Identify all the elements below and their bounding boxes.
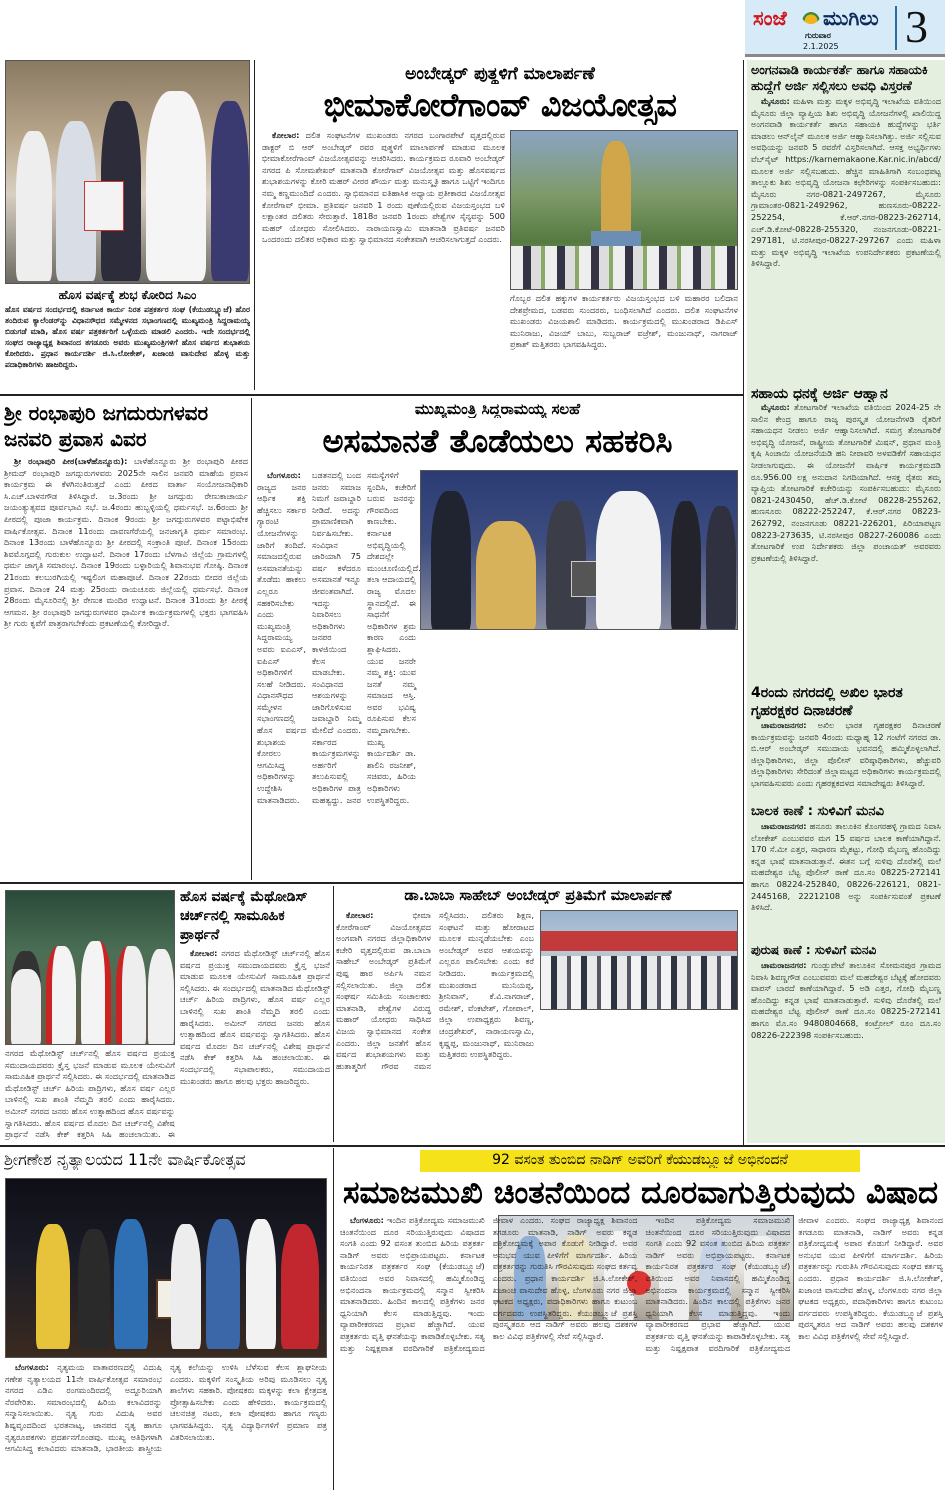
section-rule <box>0 394 743 396</box>
rambhapuri-body <box>4 456 248 880</box>
column-rule <box>254 60 255 390</box>
column-rule <box>251 398 252 880</box>
column-rule <box>333 886 334 1142</box>
cm-calendar-caption: ಹೊಸ ವರ್ಷದ ಸಂದರ್ಭದಲ್ಲಿ ಕರ್ನಾಟಕ ಕಾರ್ಯ ನಿರತ ಪತ್ರಕರ್ತರ ಸಂಘ (ಕೆಯುಡಬ್ಲ್ಯೂಜೆ) ಹೊರ ತಂದಿರುವ ಕ್ಯಾಲೆಂಡರ್‌ನ್ನು ವಿಧಾನಸೌಧದ ಸಮ್ಮೇಳನದ ಸಭಾಂಗಣದಲ್ಲಿ ಮುಖ್ಯಮಂತ್ರಿ ಸಿದ್ದರಾಮಯ್ಯ ಬಿಡುಗಡೆ ಮಾಡಿ, ಹೊಸ ವರ್ಷ ಪತ್ರಕರ್ತರಿಗೆ ಒಳ್ಳೆಯದು ಮಾಡಲಿ ಎಂದರು. ಇದೇ ಸಂದರ್ಭದಲ್ಲಿ ಸಂಘದ ರಾಜ್ಯಾಧ್ಯಕ್ಷ ಶಿವಾನಂದ ತಗಡೂರು ಅವರು ಮುಖ್ಯಮಂತ್ರಿಗಳಿಗೆ ಹೊಸ ವರ್ಷದ ಶುಭಾಶಯ ಕೋರಿದರು. ಪ್ರಧಾನ ಕಾರ್ಯದರ್ಶಿ ಜಿ.ಸಿ.ಲೋಕೇಶ್, ಖಜಾಂಚಿ ವಾಸುದೇವ ಹೊಳ್ಳ ಮತ್ತು ಪದಾಧಿಕಾರಿಗಳು ಹಾಜರಿದ್ದರು. <box>5 305 250 369</box>
article-text: ಭೀಮಾ ಕೋರೆಗಾಂವ್ ವಿಜಯೋತ್ಸವದ ಅಂಗವಾಗಿ ನಗರದ ಜಿಲ್ಲಾಧಿಕಾರಿಗಳ ಕಚೇರಿ ವೃತ್ತದಲ್ಲಿರುವ ಡಾ.ಬಾಬಾ ಸಾಹೇಬ್ ಅಂಬೇಡ್ಕರ್ ಪ್ರತಿಮೆಗೆ ಪುಷ್ಪ ಹಾರ ಅರ್ಪಿಸಿ ನಮನ ಸಲ್ಲಿಸಲಾಯಿತು. ಜಿಲ್ಲಾ ದಲಿತ ಸಂಘರ್ಷ ಸಮಿತಿಯ ಸಂಚಾಲಕರು ಮಾತನಾಡಿ, ಪೇಶ್ವೆಗಳ ವಿರುದ್ಧ ಮಹಾರ್ ಯೋಧರು ಸಾಧಿಸಿದ ವಿಜಯ ಸ್ವಾಭಿಮಾನದ ಸಂಕೇತ ಎಂದರು. ಜಿಲ್ಲಾ ಜನತೆಗೆ ಹೊಸ ವರ್ಷದ ಶುಭಾಶಯಗಳು ಮತ್ತು ಹುತಾತ್ಮರಿಗೆ ಗೌರವ ನಮನ ಸಲ್ಲಿಸಿದರು. ದಲಿತರು ಶಿಕ್ಷಣ, ಸಂಘಟನೆ ಮತ್ತು ಹೋರಾಟದ ಮೂಲಕ ಮುನ್ನಡೆಯಬೇಕು ಎಂಬ ಅಂಬೇಡ್ಕರ್ ಅವರ ಆಶಯವನ್ನು ಎಲ್ಲರೂ ಪಾಲಿಸಬೇಕು ಎಂದು ಕರೆ ನೀಡಿದರು. ಕಾರ್ಯಕ್ರಮದಲ್ಲಿ ಮುಖಂಡರಾದ ಮುನಿಯಪ್ಪ, ಶ್ರೀನಿವಾಸ್, ಕೆ.ವಿ.ನಾಗರಾಜ್, ರಮೇಶ್, ವೆಂಕಟೇಶ್, ಗೋಪಾಲ್, ಜಿಲ್ಲಾ ಉಪಾಧ್ಯಕ್ಷರು ಶಿವಣ್ಣ, ಚಂದ್ರಶೇಖರ್, ನಾರಾಯಣಸ್ವಾಮಿ, ಕೃಷ್ಣಪ್ಪ, ಮಂಜುನಾಥ್, ಮುನಿರಾಜು ಮತ್ತಿತರರು ಉಪಸ್ಥಿತರಿದ್ದರು. <box>336 910 534 1071</box>
home-guards-body <box>751 720 941 802</box>
dateline: ಮೈಸೂರು: <box>761 96 790 106</box>
dance-anniversary-photo <box>5 1178 327 1358</box>
missing-man-headline: ಪುರುಷ ಕಾಣೆ : ಸುಳಿವಿಗೆ ಮನವಿ <box>751 943 877 957</box>
ganesha-dance-headline: ಶ್ರೀಗಣೇಶ ನೃತ್ಯಾಲಯದ 11ನೇ ವಾರ್ಷಿಕೋತ್ಸವ <box>4 1150 246 1169</box>
missing-man-body <box>751 960 941 1080</box>
right-sidebar <box>747 60 945 1143</box>
ambedkar-statue-headline: ಡಾ.ಬಾಬಾ ಸಾಹೇಬ್ ಅಂಬೇಡ್ಕರ್ ಪ್ರತಿಮೆಗೆ ಮಾಲಾರ್ಪಣೆ <box>404 888 672 904</box>
sahaya-dhana-body <box>751 402 941 684</box>
article-text: ತೋಟಗಾರಿಕೆ ಇಲಾಖೆಯ ವತಿಯಿಂದ 2024-25 ನೇ ಸಾಲಿನ ಕೇಂದ್ರ ಹಾಗೂ ರಾಜ್ಯ ಪುರಸ್ಕೃತ ಯೋಜನೆಗಳಡಿ ರೈತರಿಗೆ ಸಹಾಯಧನ ನೀಡಲು ಅರ್ಜಿ ಆಹ್ವಾನಿಸಲಾಗಿದೆ. ಸಮಗ್ರ ತೋಟಗಾರಿಕೆ ಅಭಿವೃದ್ಧಿ ಯೋಜನೆ, ರಾಷ್ಟ್ರೀಯ ತೋಟಗಾರಿಕೆ ಮಿಷನ್, ಪ್ರಧಾನ ಮಂತ್ರಿ ಕೃಷಿ ಸಿಂಚಾಯಿ ಯೋಜನೆಯಡಿ ಹನಿ ನೀರಾವರಿ ಅಳವಡಿಕೆಗೆ ಸಹಾಯಧನ ನೀಡಲಾಗುವುದು. ಈ ಯೋಜನೆಗೆ ವಾರ್ಷಿಕ ಕಾರ್ಯಕ್ರಮದಡಿ ರೂ.956.00 ಲಕ್ಷ ಅನುದಾನ ನಿಗದಿಯಾಗಿದೆ. ಆಸಕ್ತ ರೈತರು ತಮ್ಮ ವ್ಯಾಪ್ತಿಯ ತೋಟಗಾರಿಕೆ ಕಚೇರಿಯನ್ನು ಸಂಪರ್ಕಿಸಬಹುದು: ಮೈಸೂರು 0821-2430450, ಹೆಚ್.ಡಿ.ಕೋಟೆ 08228-255262, ಹುಣಸೂರು 08222-252247, ಕೆ.ಆರ್.ನಗರ 08223-262792, ನಂಜನಗೂಡು 08221-226201, ಪಿರಿಯಾಪಟ್ಟಣ 08223-273635, ಟಿ.ನರಸೀಪುರ 08227-260086 ಎಂದು ತೋಟಗಾರಿಕೆ ಉಪ ನಿರ್ದೇಶಕರು ಜಿಲ್ಲಾ ಪಂಚಾಯತ್ ಅವರವರು ಪ್ರಕಟಣೆಯಲ್ಲಿ ತಿಳಿಸಿದ್ದಾರೆ. <box>751 402 941 563</box>
column-rule <box>333 1148 334 1490</box>
masthead-divider <box>895 6 897 50</box>
article-text: ಗುಂಡ್ಲುಪೇಟೆ ತಾಲೂಕಿನ ಸೋಮನಪುರ ಗ್ರಾಮದ ನಿವಾಸಿ ಶಿವಣ್ಣಗೌಡ ಎಂಬುವವರು ಮಲೆ ಮಹದೇಶ್ವರ ಬೆಟ್ಟಕ್ಕೆ ಹೋದವರು ವಾಪಸ್ ಬಾರದೆ ಕಾಣೆಯಾಗಿದ್ದಾರೆ. 5 ಅಡಿ ಎತ್ತರ, ಗೋಧಿ ಮೈಬಣ್ಣ ಹೊಂದಿದ್ದು ಕನ್ನಡ ಭಾಷೆ ಮಾತನಾಡುತ್ತಾರೆ. ಸುಳಿವು ದೊರೆತಲ್ಲಿ ಮಲೆ ಮಹದೇಶ್ವರ ಬೆಟ್ಟ ಪೊಲೀಸ್ ಠಾಣೆ ದೂ.ಸಂ 08225-272141 ಹಾಗೂ ಮೊ.ಸಂ 9480804668, ಕಂಟ್ರೋಲ್ ರೂಂ ದೂ.ಸಂ 08226-222398 ಸಂಪರ್ಕಿಸಬಹುದು. <box>751 960 941 1040</box>
article-text: ಹನೂರು ತಾಲೂಕಿನ ಕೊಂಗರಹಳ್ಳಿ ಗ್ರಾಮದ ನಿವಾಸಿ ಲೋಕೇಶ್ ಎಂಬುವವರ ಮಗ 15 ವರ್ಷದ ಬಾಲಕ ಕಾಣೆಯಾಗಿದ್ದಾನೆ. 170 ಸೆ.ಮೀ ಎತ್ತರ, ಸಾಧಾರಣ ಮೈಕಟ್ಟು, ಗೋಧಿ ಮೈಬಣ್ಣ ಹೊಂದಿದ್ದು ಕನ್ನಡ ಭಾಷೆ ಮಾತನಾಡುತ್ತಾನೆ. ಈತನ ಬಗ್ಗೆ ಸುಳಿವು ದೊರೆತಲ್ಲಿ ಮಲೆ ಮಹದೇಶ್ವರ ಬೆಟ್ಟ ಪೊಲೀಸ್ ಠಾಣೆ ದೂ.ಸಂ 08225-272141 ಹಾಗೂ 08224-252840, 08226-226121, 0821-2445168, 22212108 ಅನ್ನು ಸಂಪರ್ಕಿಸುವಂತೆ ಪ್ರಕಟಣೆ ತಿಳಿಸಿದೆ. <box>751 821 941 913</box>
dateline: ಬೆಂಗಳೂರು: <box>350 1215 384 1225</box>
cm-advice-body <box>257 470 738 880</box>
photo-spacer <box>534 910 738 1014</box>
nadig-body <box>340 1215 943 1490</box>
ambedkar-statue-photo <box>510 130 738 290</box>
page-number: 3 <box>905 1 928 52</box>
nadig-headline: ಸಮಾಜಮುಖಿ ಚಿಂತನೆಯಿಂದ ದೂರವಾಗುತ್ತಿರುವುದು ವಿಷಾದ <box>342 1175 939 1211</box>
section-rule <box>0 1145 945 1147</box>
missing-boy-body <box>751 821 941 941</box>
article-text: ಬಾಳೆಹೊನ್ನೂರು ಶ್ರೀ ರಂಭಾಪುರಿ ಪೀಠದ ಶ್ರೀಮದ್ ರಂಭಾಪುರಿ ಜಗದ್ಗುರುಗಳವರು 2025ನೇ ಸಾಲಿನ ಜನವರಿ ಮಾಹೆಯ ಪ್ರವಾಸ ಕಾರ್ಯಕ್ರಮ ಈ ಕೆಳಗಿನಂತಿರುತ್ತದೆ ಎಂದು ಪೀಠದ ವಾರ್ತಾ ಸಂಯೋಜನಾಧಿಕಾರಿ ಸಿ.ಎಚ್.ಬಾಳನಗೌಡ ತಿಳಿಸಿದ್ದಾರೆ. ಜ.3ರಂದು ಶ್ರೀ ಜಗದ್ಗುರು ರೇಣುಕಾಚಾರ್ಯ ಜಯಂತ್ಯುತ್ಸವದ ಪೂರ್ವಭಾವಿ ಸಭೆ. ಜ.4ರಂದು ಹುಬ್ಬಳ್ಳಿಯಲ್ಲಿ ಧರ್ಮಸಭೆ. ಜ.6ರಂದು ಶ್ರೀ ಪೀಠದಲ್ಲಿ ಪೂಜಾ ಕಾರ್ಯಕ್ರಮ. ದಿನಾಂಕ 9ರಂದು ಶ್ರೀ ಜಗದ್ಗುರುಗಳವರ ಪಟ್ಟಾಭಿಷೇಕ ವಾರ್ಷಿಕೋತ್ಸವ. ದಿನಾಂಕ 11ರಂದು ದಾವಣಗೆರೆಯಲ್ಲಿ ಜನಜಾಗೃತಿ ಧರ್ಮ ಸಮಾರಂಭ. ದಿನಾಂಕ 13ರಂದು ಬಾಳೆಹೊನ್ನೂರು ಶ್ರೀ ಪೀಠದಲ್ಲಿ ಸಂಕ್ರಾಂತಿ ಪೂಜೆ. ದಿನಾಂಕ 15ರಂದು ಶಿವಮೊಗ್ಗದಲ್ಲಿ ಗುರುಕುಲ ಉದ್ಘಾಟನೆ. ದಿನಾಂಕ 17ರಂದು ಬೆಳಗಾವಿ ಜಿಲ್ಲೆಯ ಗ್ರಾಮಗಳಲ್ಲಿ ಧರ್ಮ ಜಾಗೃತಿ ಸಮಾರಂಭ. ದಿನಾಂಕ 19ರಂದು ಬಳ್ಳಾರಿಯಲ್ಲಿ ಶಿವಾನುಭವ ಗೋಷ್ಠಿ. ದಿನಾಂಕ 21ರಂದು ಕಲಬುರಗಿಯಲ್ಲಿ ಇಷ್ಟಲಿಂಗ ಮಹಾಪೂಜೆ. ದಿನಾಂಕ 22ರಂದು ಬೀದರ ಜಿಲ್ಲೆಯ ಪ್ರವಾಸ. ದಿನಾಂಕ 24 ಮತ್ತು 25ರಂದು ರಾಯಚೂರು ಜಿಲ್ಲೆಯಲ್ಲಿ ಧರ್ಮಸಭೆ. ದಿನಾಂಕ 28ರಂದು ಮೈಸೂರಿನಲ್ಲಿ ಶ್ರೀ ರೇಣುಕ ಮಂದಿರ ಉದ್ಘಾಟನೆ. ದಿನಾಂಕ 31ರಂದು ಶ್ರೀ ಪೀಠಕ್ಕೆ ಆಗಮನ. ಶ್ರೀ ರಂಭಾಪುರಿ ಜಗದ್ಗುರುಗಳವರ ಧಾರ್ಮಿಕ ಕಾರ್ಯಕ್ರಮಗಳಲ್ಲಿ ಭಕ್ತರು ಭಾಗವಹಿಸಿ ಶ್ರೀ ಗುರು ಕೃಪೆಗೆ ಪಾತ್ರರಾಗಬೇಕೆಂದು ಪ್ರಕಟಣೆಯಲ್ಲಿ ಕೋರಿದ್ದಾರೆ. <box>4 456 248 629</box>
section-rule <box>0 882 743 884</box>
article-text: ನಗರದ ಮೆಥೋಡಿಸ್ಟ್ ಚರ್ಚ್‌ನಲ್ಲಿ ಹೊಸ ವರ್ಷದ ಪ್ರಯುಕ್ತ ಸಮುದಾಯದವರು ಕ್ರೈಸ್ತ ಭಜನೆ ಮಾಡುವ ಮೂಲಕ ಯೇಸುವಿಗೆ ಸಾಮೂಹಿಕ ಪ್ರಾರ್ಥನೆ ಸಲ್ಲಿಸಿದರು. ಈ ಸಂದರ್ಭದಲ್ಲಿ ಮಾತನಾಡಿದ ಮೆಥೋಡಿಸ್ಟ್ ಚರ್ಚ್ ಹಿರಿಯ ಪಾದ್ರಿಗಳು, ಹೊಸ ವರ್ಷ ಎಲ್ಲರ ಬಾಳಿನಲ್ಲಿ ಸುಖ ಶಾಂತಿ ನೆಮ್ಮದಿ ತರಲಿ ಎಂದು ಹಾರೈಸಿದರು. ಅಮೀನ್ ನಗರದ ಜನರು ಹೊಸ ಉತ್ಸಾಹದಿಂದ ಹೊಸ ವರ್ಷವನ್ನು ಸ್ವಾಗತಿಸಿದರು. ಹೊಸ ವರ್ಷದ ಮೊದಲ ದಿನ ಚರ್ಚ್‌ನಲ್ಲಿ ವಿಶೇಷ ಪ್ರಾರ್ಥನೆ ನಡೆಸಿ ಕೇಕ್ ಕತ್ತರಿಸಿ ಸಿಹಿ ಹಂಚಲಾಯಿತು. ಈ ಸಂದರ್ಭದಲ್ಲಿ ಸಭಾಪಾಲಕರು, ಸಮುದಾಯದ ಮುಖಂಡರು ಹಾಗೂ ಹಲವು ಭಕ್ತರು ಹಾಜರಿದ್ದರು. <box>180 948 330 1086</box>
nadig-kicker: 92 ವಸಂತ ತುಂಬಿದ ನಾಡಿಗ್ ಅವರಿಗೆ ಕೆಯುಡಬ್ಲ್ಯೂಜೆ ಅಭಿನಂದನೆ <box>492 1152 788 1168</box>
brand-right: ಮುಗಿಲು <box>823 6 879 30</box>
bhima-koregaon-kicker: ಅಂಬೇಡ್ಕರ್ ಪುತ್ಥಳಿಗೆ ಮಾಲಾರ್ಪಣೆ <box>405 64 595 84</box>
bhima-koregaon-headline: ಭೀಮಾಕೋರೆಗಾಂವ್ ವಿಜಯೋತ್ಸವ <box>323 86 677 124</box>
sahaya-dhana-headline: ಸಹಾಯ ಧನಕ್ಕೆ ಅರ್ಜಿ ಆಹ್ವಾನ <box>751 386 888 402</box>
dateline: ಶ್ರೀ ರಂಭಾಪುರಿ ಪೀಠ(ಬಾಳೆಹೊನ್ನೂರು): <box>14 456 128 466</box>
dateline: ಕೋಲಾರ: <box>272 130 300 140</box>
bhima-koregaon-body <box>262 130 505 388</box>
missing-boy-headline: ಬಾಲಕ ಕಾಣೆ : ಸುಳಿವಿಗೆ ಮನವಿ <box>751 804 884 819</box>
rambhapuri-headline: ಶ್ರೀ ರಂಭಾಪುರಿ ಜಗದುರುಗಳವರ ಜನವರಿ ಪ್ರವಾಸ ವಿವರ <box>4 401 209 451</box>
dateline: ಕೋಲಾರ: <box>346 910 374 920</box>
issue-date: 2.1.2025 <box>803 42 839 51</box>
cm-calendar-photo <box>5 60 250 284</box>
cm-advice-kicker: ಮುಖ್ಯಮಂತ್ರಿ ಸಿದ್ದರಾಮಯ್ಯ ಸಲಹೆ <box>414 400 581 418</box>
dateline: ಮೈಸೂರು: <box>761 402 790 412</box>
brand-left: ಸಂಜೆ <box>753 6 787 30</box>
column-rule <box>743 60 744 1145</box>
home-guards-headline: 4ರಂದು ನಗರದಲ್ಲಿ ಅಖಿಲ ಭಾರತ ಗೃಹರಕ್ಷಕರ ದಿನಾಚರಣೆ <box>751 685 903 719</box>
ambedkar-statue-body <box>336 910 738 1142</box>
article-text: ರಾಜ್ಯದ ಜನರ ಆರ್ಥಿಕ ಶಕ್ತಿ ಹೆಚ್ಚಿಸಲು ಸರ್ಕಾರ ಗ್ಯಾರಂಟಿ ಯೋಜನೆಗಳನ್ನು ಜಾರಿಗೆ ತಂದಿದೆ. ಸಮಾಜದಲ್ಲಿರುವ ಅಸಮಾನತೆಯನ್ನು ತೊಡೆದು ಹಾಕಲು ಎಲ್ಲರೂ ಸಹಕರಿಸಬೇಕು ಎಂದು ಮುಖ್ಯಮಂತ್ರಿ ಸಿದ್ದರಾಮಯ್ಯ ಅವರು ಐಎಎಸ್, ಐಪಿಎಸ್ ಅಧಿಕಾರಿಗಳಿಗೆ ಸಲಹೆ ನೀಡಿದರು. ವಿಧಾನಸೌಧದ ಸಮ್ಮೇಳನ ಸಭಾಂಗಣದಲ್ಲಿ ಹೊಸ ವರ್ಷದ ಶುಭಾಶಯ ಕೋರಲು ಆಗಮಿಸಿದ್ದ ಅಧಿಕಾರಿಗಳನ್ನು ಉದ್ದೇಶಿಸಿ ಮಾತನಾಡಿದರು. ಬಡತನದಲ್ಲಿ ಬಂದ ಜನರು ಸಮಾಜ ನಿಮಗೆ ಜವಾಬ್ದಾರಿ ನೀಡಿದೆ. ಅದನ್ನು ಪ್ರಾಮಾಣಿಕವಾಗಿ ನಿರ್ವಹಿಸಬೇಕು. ಸಂವಿಧಾನ ಜಾರಿಯಾಗಿ 75 ವರ್ಷ ಕಳೆದರೂ ಅಸಮಾನತೆ ಇನ್ನೂ ಜೀವಂತವಾಗಿದೆ. ಇದನ್ನು ನಿವಾರಿಸಲು ಅಧಿಕಾರಿಗಳು ಜನಪರ ಕಾಳಜಿಯಿಂದ ಕೆಲಸ ಮಾಡಬೇಕು. ಸಂವಿಧಾನದ ಆಶಯಗಳನ್ನು ಜಾರಿಗೊಳಿಸುವ ಜವಾಬ್ದಾರಿ ನಿಮ್ಮ ಮೇಲಿದೆ ಎಂದರು. ಸರ್ಕಾರದ ಕಾರ್ಯಕ್ರಮಗಳನ್ನು ಅರ್ಹರಿಗೆ ತಲುಪಿಸುವಲ್ಲಿ ಅಧಿಕಾರಿಗಳ ಪಾತ್ರ ಮಹತ್ವದ್ದು. ಜನರ ಸಮಸ್ಯೆಗಳಿಗೆ ಸ್ಪಂದಿಸಿ, ಕಚೇರಿಗೆ ಬರುವ ಜನರನ್ನು ಗೌರವದಿಂದ ಕಾಣಬೇಕು. ಕರ್ನಾಟಕ ಅಭಿವೃದ್ಧಿಯಲ್ಲಿ ದೇಶದಲ್ಲೇ ಮುಂಚೂಣಿಯಲ್ಲಿದೆ. ತಲಾ ಆದಾಯದಲ್ಲಿ ರಾಜ್ಯ ಮೊದಲ ಸ್ಥಾನದಲ್ಲಿದೆ. ಈ ಸಾಧನೆಗೆ ಅಧಿಕಾರಿಗಳ ಶ್ರಮ ಕಾರಣ ಎಂದು ಶ್ಲಾಘಿಸಿದರು. ಯುವ ಜನರೇ ನಮ್ಮ ಶಕ್ತಿ: ಯುವ ಜನತೆ ನಮ್ಮ ಸಮಾಜದ ಆಸ್ತಿ. ಅವರ ಭವಿಷ್ಯ ರೂಪಿಸುವ ಕೆಲಸ ನಮ್ಮದಾಗಬೇಕು. ಮುಖ್ಯ ಕಾರ್ಯದರ್ಶಿ ಡಾ. ಶಾಲಿನಿ ರಜನೀಶ್, ಸಚಿವರು, ಹಿರಿಯ ಅಧಿಕಾರಿಗಳು ಉಪಸ್ಥಿತರಿದ್ದರು. <box>257 470 421 805</box>
masthead <box>745 0 945 57</box>
dateline: ಚಾಮರಾಜನಗರ: <box>761 720 807 730</box>
article-text-continued: ಇಂದಿನ ಪತ್ರಿಕೋದ್ಯಮ ಸಮಾಜಮುಖಿ ಚಿಂತನೆಯಿಂದ ದೂರ ಸರಿಯುತ್ತಿರುವುದು ವಿಷಾದದ ಸಂಗತಿ ಎಂದು 92 ವಸಂತ ತುಂಬಿದ ಹಿರಿಯ ಪತ್ರಕರ್ತ ನಾಡಿಗ್ ಅವರು ಅಭಿಪ್ರಾಯಪಟ್ಟರು. ಕರ್ನಾಟಕ ಕಾರ್ಯನಿರತ ಪತ್ರಕರ್ತರ ಸಂಘ (ಕೆಯುಡಬ್ಲ್ಯೂಜೆ) ವತಿಯಿಂದ ಅವರ ನಿವಾಸದಲ್ಲಿ ಹಮ್ಮಿಕೊಂಡಿದ್ದ ಅಭಿನಂದನಾ ಕಾರ್ಯಕ್ರಮದಲ್ಲಿ ಸನ್ಮಾನ ಸ್ವೀಕರಿಸಿ ಮಾತನಾಡಿದರು. ಹಿಂದಿನ ಕಾಲದಲ್ಲಿ ಪತ್ರಿಕೆಗಳು ಜನರ ಧ್ವನಿಯಾಗಿ ಕೆಲಸ ಮಾಡುತ್ತಿದ್ದವು. ಇಂದು ವ್ಯಾಪಾರೀಕರಣದ ಪ್ರಭಾವ ಹೆಚ್ಚಾಗಿದೆ. ಯುವ ಪತ್ರಕರ್ತರು ವೃತ್ತಿ ಘನತೆಯನ್ನು ಕಾಪಾಡಿಕೊಳ್ಳಬೇಕು. ಸತ್ಯ ಮತ್ತು ನಿಷ್ಪಕ್ಷಪಾತ ವರದಿಗಾರಿಕೆ ಪತ್ರಿಕೋದ್ಯಮದ ಜೀವಾಳ ಎಂದರು. ಸಂಘದ ರಾಜ್ಯಾಧ್ಯಕ್ಷ ಶಿವಾನಂದ ತಗಡೂರು ಮಾತನಾಡಿ, ನಾಡಿಗ್ ಅವರು ಕನ್ನಡ ಪತ್ರಿಕೋದ್ಯಮಕ್ಕೆ ಅಪಾರ ಕೊಡುಗೆ ನೀಡಿದ್ದಾರೆ. ಅವರ ಅನುಭವ ಯುವ ಪೀಳಿಗೆಗೆ ಮಾರ್ಗದರ್ಶಿ. ಹಿರಿಯ ಪತ್ರಕರ್ತರನ್ನು ಗುರುತಿಸಿ ಗೌರವಿಸುವುದು ಸಂಘದ ಕರ್ತವ್ಯ ಎಂದರು. ಪ್ರಧಾನ ಕಾರ್ಯದರ್ಶಿ ಜಿ.ಸಿ.ಲೋಕೇಶ್, ಖಜಾಂಚಿ ವಾಸುದೇವ ಹೊಳ್ಳ, ಬೆಂಗಳೂರು ನಗರ ಜಿಲ್ಲಾ ಘಟಕದ ಅಧ್ಯಕ್ಷರು, ಪದಾಧಿಕಾರಿಗಳು ಹಾಗೂ ಕುಟುಂಬ ವರ್ಗದವರು ಉಪಸ್ಥಿತರಿದ್ದರು. ಕೆಯುಡಬ್ಲ್ಯೂಜೆ ಪ್ರಶಸ್ತಿ ಪುರಸ್ಕೃತರೂ ಆದ ನಾಡಿಗ್ ಅವರು ಹಲವು ದಶಕಗಳ ಕಾಲ ವಿವಿಧ ಪತ್ರಿಕೆಗಳಲ್ಲಿ ಸೇವೆ ಸಲ್ಲಿಸಿದ್ದಾರೆ. <box>645 1215 943 1353</box>
article-text: ಮಹಿಳಾ ಮತ್ತು ಮಕ್ಕಳ ಅಭಿವೃದ್ಧಿ ಇಲಾಖೆಯ ವತಿಯಿಂದ ಮೈಸೂರು ಜಿಲ್ಲಾ ವ್ಯಾಪ್ತಿಯ ಶಿಶು ಅಭಿವೃದ್ಧಿ ಯೋಜನೆಗಳಲ್ಲಿ ಖಾಲಿಯಿದ್ದ ಅಂಗನವಾಡಿ ಕಾರ್ಯಕರ್ತೆ ಹಾಗೂ ಸಹಾಯಕಿ ಹುದ್ದೆಗಳನ್ನು ಭರ್ತಿ ಮಾಡಲು ಆನ್‌ಲೈನ್ ಮೂಲಕ ಅರ್ಜಿ ಆಹ್ವಾನಿಸಲಾಗಿತ್ತು. ಅರ್ಜಿ ಸಲ್ಲಿಸುವ ಅವಧಿಯನ್ನು ಜನವರಿ 5 ರವರೆಗೆ ವಿಸ್ತರಿಸಲಾಗಿದೆ. ಆಸಕ್ತ ಅಭ್ಯರ್ಥಿಗಳು ವೆಬ್‌ಸೈಟ್ https://karnemakaone.Kar.nic.in/abcd/ ಮೂಲಕ ಅರ್ಜಿ ಸಲ್ಲಿಸಬಹುದು. ಹೆಚ್ಚಿನ ಮಾಹಿತಿಗಾಗಿ ಸಂಬಂಧಪಟ್ಟ ತಾಲ್ಲೂಕು ಶಿಶು ಅಭಿವೃದ್ಧಿ ಯೋಜನಾ ಕಛೇರಿಗಳನ್ನು ಸಂಪರ್ಕಿಸಬಹುದು: ಮೈಸೂರು ನಗರ-0821-2497267, ಮೈಸೂರು ಗ್ರಾಮಾಂತರ-0821-2492962, ಹುಣಸೂರು-08222-252254, ಕೆ.ಆರ್.ನಗರ-08223-262714, ಎಚ್.ಡಿ.ಕೋಟೆ-08228-255320, ನಂಜನಗೂಡು-08221-297181, ಟಿ.ನರಸೀಪುರ-08227-297267 ಎಂದು ಮಹಿಳಾ ಮತ್ತು ಮಕ್ಕಳ ಅಭಿವೃದ್ಧಿ ಇಲಾಖೆಯ ಉಪನಿರ್ದೇಶಕರು ಪ್ರಕಟಣೆಯಲ್ಲಿ ತಿಳಿಸಿದ್ದಾರೆ. <box>751 96 941 269</box>
anganwadi-body <box>751 96 941 384</box>
issue-day: ಗುರುವಾರ <box>805 31 831 40</box>
article-text: ನೃತ್ಯಮಯ ವಾತಾವರಣದಲ್ಲಿ ವಿದುಷಿ ಗಣೇಶ ನೃತ್ಯಾಲಯದ 11ನೇ ವಾರ್ಷಿಕೋತ್ಸವ ಸಮಾರಂಭ ನಗರದ ಎಡಿಎ ರಂಗಮಂದಿರದಲ್ಲಿ ಅದ್ದೂರಿಯಾಗಿ ನೆರವೇರಿತು. ಸಮಾರಂಭದಲ್ಲಿ ಹಿರಿಯ ಕಲಾವಿದರನ್ನು ಸನ್ಮಾನಿಸಲಾಯಿತು. ನೃತ್ಯ ಗುರು ವಿದುಷಿ ಅವರ ಶಿಷ್ಯವೃಂದದಿಂದ ಭರತನಾಟ್ಯ, ಜಾನಪದ ನೃತ್ಯ ಹಾಗೂ ನೃತ್ಯರೂಪಕಗಳು ಪ್ರದರ್ಶನಗೊಂಡವು. ಮುಖ್ಯ ಅತಿಥಿಗಳಾಗಿ ಆಗಮಿಸಿದ್ದ ಕಲಾವಿದರು ಮಾತನಾಡಿ, ಭಾರತೀಯ ಶಾಸ್ತ್ರೀಯ ನೃತ್ಯ ಕಲೆಯನ್ನು ಉಳಿಸಿ ಬೆಳೆಸುವ ಕೆಲಸ ಶ್ಲಾಘನೀಯ ಎಂದರು. ಮಕ್ಕಳಿಗೆ ಸಂಸ್ಕೃತಿಯ ಅರಿವು ಮೂಡಿಸಲು ನೃತ್ಯ ಶಾಲೆಗಳು ಸಹಕಾರಿ. ಪೋಷಕರು ಮಕ್ಕಳನ್ನು ಕಲಾ ಕ್ಷೇತ್ರದತ್ತ ಪ್ರೋತ್ಸಾಹಿಸಬೇಕು ಎಂದು ಹೇಳಿದರು. ಕಾರ್ಯಕ್ರಮದಲ್ಲಿ ಚಲನಚಿತ್ರ ನಟರು, ಕಲಾ ಪೋಷಕರು ಹಾಗೂ ಗಣ್ಯರು ಭಾಗವಹಿಸಿದ್ದರು. ನೃತ್ಯ ವಿದ್ಯಾರ್ಥಿಗಳಿಗೆ ಪ್ರಮಾಣ ಪತ್ರ ವಿತರಿಸಲಾಯಿತು. <box>5 1362 327 1454</box>
sun-island-logo-icon <box>802 8 820 24</box>
dateline: ಬೆಂಗಳೂರು: <box>15 1362 49 1372</box>
photo-spacer <box>416 470 738 634</box>
dateline: ಚಾಮರಾಜನಗರ: <box>761 960 807 970</box>
dateline: ಚಾಮರಾಜನಗರ: <box>761 821 807 831</box>
dateline: ಕೋಲಾರ: <box>190 948 218 958</box>
methodist-body <box>180 948 330 1140</box>
cm-calendar-caption-title: ಹೊಸ ವರ್ಷಕ್ಕೆ ಶುಭ ಕೋರಿದ ಸಿಎಂ <box>58 288 197 302</box>
methodist-headline: ಹೊಸ ವರ್ಷಕ್ಕೆ ಮೆಥೋಡಿಸ್ ಚರ್ಚ್‌ನಲ್ಲಿ ಸಾಮೂಹಿಕ ಪ್ರಾರ್ಥನೆ <box>180 889 308 943</box>
article-text: ಇಂದಿನ ಪತ್ರಿಕೋದ್ಯಮ ಸಮಾಜಮುಖಿ ಚಿಂತನೆಯಿಂದ ದೂರ ಸರಿಯುತ್ತಿರುವುದು ವಿಷಾದದ ಸಂಗತಿ ಎಂದು 92 ವಸಂತ ತುಂಬಿದ ಹಿರಿಯ ಪತ್ರಕರ್ತ ನಾಡಿಗ್ ಅವರು ಅಭಿಪ್ರಾಯಪಟ್ಟರು. ಕರ್ನಾಟಕ ಕಾರ್ಯನಿರತ ಪತ್ರಕರ್ತರ ಸಂಘ (ಕೆಯುಡಬ್ಲ್ಯೂಜೆ) ವತಿಯಿಂದ ಅವರ ನಿವಾಸದಲ್ಲಿ ಹಮ್ಮಿಕೊಂಡಿದ್ದ ಅಭಿನಂದನಾ ಕಾರ್ಯಕ್ರಮದಲ್ಲಿ ಸನ್ಮಾನ ಸ್ವೀಕರಿಸಿ ಮಾತನಾಡಿದರು. ಹಿಂದಿನ ಕಾಲದಲ್ಲಿ ಪತ್ರಿಕೆಗಳು ಜನರ ಧ್ವನಿಯಾಗಿ ಕೆಲಸ ಮಾಡುತ್ತಿದ್ದವು. ಇಂದು ವ್ಯಾಪಾರೀಕರಣದ ಪ್ರಭಾವ ಹೆಚ್ಚಾಗಿದೆ. ಯುವ ಪತ್ರಕರ್ತರು ವೃತ್ತಿ ಘನತೆಯನ್ನು ಕಾಪಾಡಿಕೊಳ್ಳಬೇಕು. ಸತ್ಯ ಮತ್ತು ನಿಷ್ಪಕ್ಷಪಾತ ವರದಿಗಾರಿಕೆ ಪತ್ರಿಕೋದ್ಯಮದ ಜೀವಾಳ ಎಂದರು. ಸಂಘದ ರಾಜ್ಯಾಧ್ಯಕ್ಷ ಶಿವಾನಂದ ತಗಡೂರು ಮಾತನಾಡಿ, ನಾಡಿಗ್ ಅವರು ಕನ್ನಡ ಪತ್ರಿಕೋದ್ಯಮಕ್ಕೆ ಅಪಾರ ಕೊಡುಗೆ ನೀಡಿದ್ದಾರೆ. ಅವರ ಅನುಭವ ಯುವ ಪೀಳಿಗೆಗೆ ಮಾರ್ಗದರ್ಶಿ. ಹಿರಿಯ ಪತ್ರಕರ್ತರನ್ನು ಗುರುತಿಸಿ ಗೌರವಿಸುವುದು ಸಂಘದ ಕರ್ತವ್ಯ ಎಂದರು. ಪ್ರಧಾನ ಕಾರ್ಯದರ್ಶಿ ಜಿ.ಸಿ.ಲೋಕೇಶ್, ಖಜಾಂಚಿ ವಾಸುದೇವ ಹೊಳ್ಳ, ಬೆಂಗಳೂರು ನಗರ ಜಿಲ್ಲಾ ಘಟಕದ ಅಧ್ಯಕ್ಷರು, ಪದಾಧಿಕಾರಿಗಳು ಹಾಗೂ ಕುಟುಂಬ ವರ್ಗದವರು ಉಪಸ್ಥಿತರಿದ್ದರು. ಕೆಯುಡಬ್ಲ್ಯೂಜೆ ಪ್ರಶಸ್ತಿ ಪುರಸ್ಕೃತರೂ ಆದ ನಾಡಿಗ್ ಅವರು ಹಲವು ದಶಕಗಳ ಕಾಲ ವಿವಿಧ ಪತ್ರಿಕೆಗಳಲ್ಲಿ ಸೇವೆ ಸಲ್ಲಿಸಿದ್ದಾರೆ. <box>340 1215 638 1353</box>
dateline: ಬೆಂಗಳೂರು: <box>267 470 301 480</box>
methodist-body-continued: ನಗರದ ಮೆಥೋಡಿಸ್ಟ್ ಚರ್ಚ್‌ನಲ್ಲಿ ಹೊಸ ವರ್ಷದ ಪ್ರಯುಕ್ತ ಸಮುದಾಯದವರು ಕ್ರೈಸ್ತ ಭಜನೆ ಮಾಡುವ ಮೂಲಕ ಯೇಸುವಿಗೆ ಸಾಮೂಹಿಕ ಪ್ರಾರ್ಥನೆ ಸಲ್ಲಿಸಿದರು. ಈ ಸಂದರ್ಭದಲ್ಲಿ ಮಾತನಾಡಿದ ಮೆಥೋಡಿಸ್ಟ್ ಚರ್ಚ್ ಹಿರಿಯ ಪಾದ್ರಿಗಳು, ಹೊಸ ವರ್ಷ ಎಲ್ಲರ ಬಾಳಿನಲ್ಲಿ ಸುಖ ಶಾಂತಿ ನೆಮ್ಮದಿ ತರಲಿ ಎಂದು ಹಾರೈಸಿದರು. ಅಮೀನ್ ನಗರದ ಜನರು ಹೊಸ ಉತ್ಸಾಹದಿಂದ ಹೊಸ ವರ್ಷವನ್ನು ಸ್ವಾಗತಿಸಿದರು. ಹೊಸ ವರ್ಷದ ಮೊದಲ ದಿನ ಚರ್ಚ್‌ನಲ್ಲಿ ವಿಶೇಷ ಪ್ರಾರ್ಥನೆ ನಡೆಸಿ ಕೇಕ್ ಕತ್ತರಿಸಿ ಸಿಹಿ ಹಂಚಲಾಯಿತು. ಈ <box>5 1048 175 1140</box>
cm-advice-headline: ಅಸಮಾನತೆ ತೊಡೆಯಲು ಸಹಕರಿಸಿ <box>322 422 673 460</box>
bhima-koregaon-photo-text: ಗೊಬ್ಬರ ದಲಿತ ಹಕ್ಕುಗಳ ಕಾರ್ಯಕರ್ತರು ವಿಜಯಸ್ತಂಭದ ಬಳಿ ಮಹಾರರ ಬಲಿದಾನ ದೇಶಪ್ರೇಮದ, ಬಡವರು ಸುಂದರರು, ಬಂಧಿಸಲಾಗಿದೆ ಎಂದರು. ದಲಿತ ಸಂಘಟನೆಗಳ ಮುಖಂಡರು ವಿಜಯಶಾಲಿ ಮಾಡಿದರು. ಕಾರ್ಯಕ್ರಮದಲ್ಲಿ ಮುಖಂಡರಾದ ಡಿಪಿಎಸ್ ಮುನಿರಾಜು, ವಿಜಯ್ ಬಾಬು, ಸುಬ್ಬರಾಜ್ ವಜ್ರೇಶ್, ಮಂಜುನಾಥ್, ನಾಗರಾಜ್ ಪ್ರಕಾಶ್ ಮತ್ತಿತರರು ಭಾಗವಹಿಸಿದ್ದರು. <box>510 293 738 350</box>
article-text: ದಲಿತ ಸಂಘಟನೆಗಳ ಮುಖಂಡರು ನಗರದ ಬಂಗಾರಪೇಟೆ ವೃತ್ತದಲ್ಲಿರುವ ಡಾಕ್ಟರ್ ಬಿ ಆರ್ ಅಂಬೇಡ್ಕರ್ ರವರ ಪುತ್ಥಳಿಗೆ ಮಾಲಾರ್ಪಣೆ ಮಾಡುವ ಮೂಲಕ ಭೀಮಾಕೋರೆಗಾಂವ್ ವಿಜಯೋತ್ಸವವನ್ನು ಆಚರಿಸಿದರು. ಕಾರ್ಯಕ್ರಮದ ರೂವಾರಿ ಅಂಬೇಡ್ಕರ್ ನಗರದ ಪಿ ಸೋಮಶೇಖರ್ ಮಾತನಾಡಿ ಕೋರೆಗಾವ್ ವಿಜಯೋತ್ಸವ ಮತ್ತು ಹೊಸವರ್ಷದ ಶುಭಾಶಯಗಳನ್ನು ಕೋರಿ ಮಹರ್ ವೀರರ ಶೌರ್ಯ ಮತ್ತು ಮನುಸ್ಮೃತಿ ಹಾಗೂ ಒಟ್ಟಿಗೆ ಇಂದಿಗೂ ನಮ್ಮ ಕಣ್ಣಮುಂದಿದೆ ಎಂದರು. ಸ್ವಾಭಿಮಾನದ ಐತಿಹಾಸಿಕ ಅಧ್ಯಾಯ ಪ್ರತೀಕಾರದ ವಿಜಯೋತ್ಸವ ಕೋರೆಗಾವ್ ಭೀಮಾ. ಪ್ರತಿವರ್ಷ ಜನವರಿ 1 ರಂದು ಪುಣೆಯಲ್ಲಿರುವ ವಿಜಯಸ್ತಂಭದ ಬಳಿ ಲಕ್ಷಾಂತರ ದಲಿತರು ಸೇರುತ್ತಾರೆ. 1818ರ ಜನವರಿ 1ರಂದು ಪೇಶ್ವೆಗಳ ಸೈನ್ಯವನ್ನು 500 ಮಹರ್ ಯೋಧರು ಸೋಲಿಸಿದರು. ನಾರಾಯಣಸ್ವಾಮಿ ಮಾತನಾಡಿ ಪ್ರತಿವರ್ಷ ಜನವರಿ ಒಂದರಂದು ದಲಿತರ ಅಧಿಕಾರ ಮತ್ತು ಸ್ವಾಭಿಮಾನದ ಸಂಕೇತವಾಗಿ ಆಚರಿಸಲಾಗುತ್ತದೆ ಎಂದರು. <box>262 130 505 245</box>
anganwadi-headline: ಅಂಗನವಾಡಿ ಕಾರ್ಯಕರ್ತೆ ಹಾಗೂ ಸಹಾಯಕಿ ಹುದ್ದೆಗೆ ಅರ್ಜಿ ಸಲ್ಲಿಸಲು ಅವಧಿ ವಿಸ್ತರಣೆ <box>751 62 928 93</box>
article-text: ಅಖಿಲ ಭಾರತ ಗೃಹರಕ್ಷಕರ ದಿನಾಚರಣೆ ಕಾರ್ಯಕ್ರಮವನ್ನು ಜನವರಿ 4ರಂದು ಮಧ್ಯಾಹ್ನ 12 ಗಂಟೆಗೆ ನಗರದ ಡಾ. ಬಿ.ಆರ್ ಅಂಬೇಡ್ಕರ್ ಸಮುದಾಯ ಭವನದಲ್ಲಿ ಹಮ್ಮಿಕೊಳ್ಳಲಾಗಿದೆ. ಜಿಲ್ಲಾಧಿಕಾರಿಗಳು, ಜಿಲ್ಲಾ ಪೊಲೀಸ್ ವರಿಷ್ಠಾಧಿಕಾರಿಗಳು, ಹೆಚ್ಚುವರಿ ಜಿಲ್ಲಾಧಿಕಾರಿಗಳು ಸೇರಿದಂತೆ ಜಿಲ್ಲಾಮಟ್ಟದ ಅಧಿಕಾರಿಗಳು ಕಾರ್ಯಕ್ರಮದಲ್ಲಿ ಭಾಗವಹಿಸುವರು ಎಂದು ಗೃಹರಕ್ಷಕದಳದ ಸಮಾದೇಷ್ಟರು ತಿಳಿಸಿದ್ದಾರೆ. <box>751 720 941 788</box>
church-prayer-photo <box>5 890 175 1045</box>
ganesha-dance-body <box>5 1362 327 1488</box>
